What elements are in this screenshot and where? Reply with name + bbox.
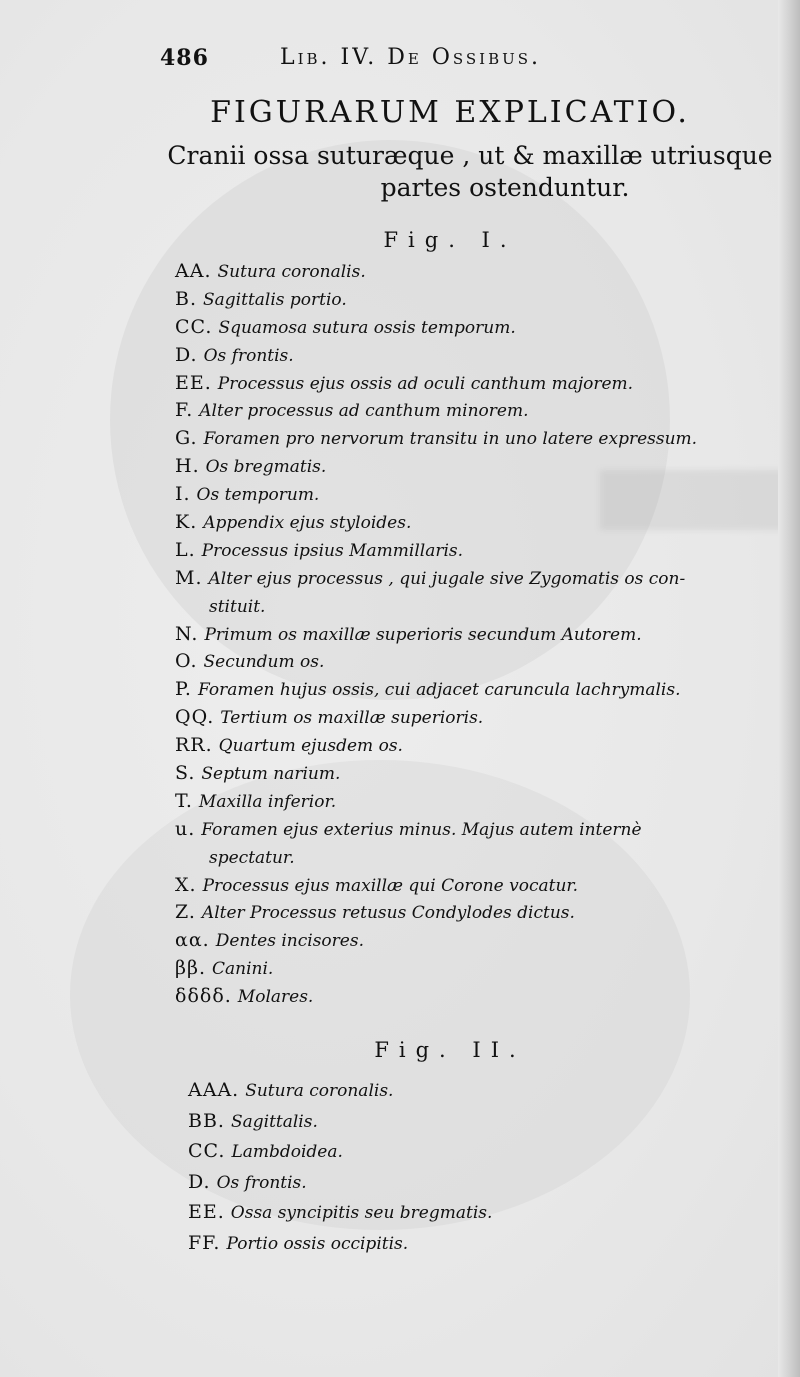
legend-text: Os temporum.	[196, 485, 320, 506]
page-title: FIGURARUM EXPLICATIO.	[210, 95, 690, 130]
legend-text: Canini.	[212, 959, 274, 980]
legend-item	[175, 983, 775, 1011]
legend-label: S.	[175, 762, 196, 785]
legend-text: Appendix ejus styloides.	[203, 513, 412, 534]
legend-item	[175, 258, 775, 286]
legend-label: Z.	[175, 901, 196, 924]
fig-2-heading: Fig. II.	[374, 1038, 526, 1062]
legend-text: Portio ossis occipitis.	[226, 1233, 409, 1254]
legend-label: u.	[175, 817, 196, 840]
legend-item	[175, 370, 775, 398]
legend-label: CC.	[175, 315, 213, 338]
legend-item	[175, 648, 775, 676]
legend-item	[175, 955, 775, 983]
fig-1-heading: Fig. I.	[383, 228, 517, 252]
page-subtitle	[150, 140, 790, 204]
legend-label: P.	[175, 678, 192, 701]
legend-text: Os bregmatis.	[205, 457, 327, 478]
subtitle-line: partes ostenduntur.	[380, 173, 630, 202]
legend-text: Processus ejus maxillæ qui Corone vocatur.	[202, 875, 579, 896]
legend-label: FF.	[188, 1231, 221, 1254]
legend-text: Dentes incisores.	[215, 931, 364, 952]
subtitle-line: Cranii ossa suturæque , ut & maxillæ utriusque	[167, 141, 773, 170]
legend-text: Foramen pro nervorum transitu in uno latere expressum.	[203, 429, 698, 450]
legend-item	[175, 397, 775, 425]
legend-item	[175, 732, 775, 760]
legend-label: CC.	[188, 1140, 226, 1162]
legend-label: N.	[175, 622, 199, 645]
legend-item	[175, 899, 775, 927]
legend-label: G.	[175, 427, 198, 450]
legend-item	[188, 1167, 788, 1198]
legend-text: Lambdoidea.	[231, 1142, 343, 1162]
fig-2-legend	[188, 1075, 788, 1258]
legend-item	[188, 1075, 788, 1106]
legend-text: Sagittalis.	[230, 1111, 318, 1132]
legend-item	[175, 286, 775, 314]
legend-text: Septum narium.	[201, 764, 341, 785]
legend-text: spectatur.	[209, 847, 295, 868]
legend-label: X.	[175, 873, 197, 896]
legend-label: M.	[175, 566, 203, 589]
legend-label: αα.	[175, 929, 210, 952]
page-number: 486	[160, 45, 209, 71]
legend-label: AAA.	[188, 1079, 240, 1101]
legend-label: EE.	[175, 371, 212, 394]
legend-label: I.	[175, 483, 191, 506]
legend-label: ββ.	[175, 957, 207, 980]
legend-label: D.	[175, 343, 198, 366]
legend-label: QQ.	[175, 706, 215, 729]
legend-text: Os frontis.	[203, 345, 294, 366]
legend-text: Foramen hujus ossis, cui adjacet caruncula lachrymalis.	[197, 680, 681, 701]
legend-label: T.	[175, 789, 193, 812]
legend-label: L.	[175, 538, 196, 561]
running-head	[160, 45, 630, 75]
legend-text: Alter Processus retusus Condylodes dictus.	[201, 903, 575, 924]
legend-item	[175, 509, 775, 537]
legend-item	[175, 565, 775, 593]
legend-item	[188, 1136, 788, 1167]
legend-text: Secundum os.	[203, 652, 325, 673]
legend-text: Alter processus ad canthum minorem.	[199, 401, 529, 422]
legend-item-continuation	[175, 844, 775, 872]
legend-label: EE.	[188, 1201, 225, 1223]
legend-item	[175, 314, 775, 342]
legend-item	[175, 760, 775, 788]
legend-item	[175, 537, 775, 565]
running-head-text: Lib. IV. De Ossibus.	[280, 45, 542, 70]
legend-item	[175, 704, 775, 732]
legend-text: Quartum ejusdem os.	[218, 736, 403, 757]
legend-item	[175, 927, 775, 955]
legend-text: Maxilla inferior.	[198, 791, 337, 812]
legend-item	[175, 425, 775, 453]
legend-label: δδδδ.	[175, 985, 232, 1008]
fig-1-legend	[175, 258, 775, 1011]
legend-item	[188, 1106, 788, 1137]
legend-text: Primum os maxillæ superioris secundum Autorem.	[204, 624, 642, 645]
legend-item	[175, 621, 775, 649]
legend-text: Molares.	[237, 987, 314, 1008]
legend-item	[175, 481, 775, 509]
legend-text: Alter ejus processus , qui jugale sive Zygomatis os con-	[208, 568, 686, 589]
legend-label: K.	[175, 511, 198, 534]
legend-label: D.	[188, 1170, 211, 1193]
legend-text: Processus ejus ossis ad oculi canthum majorem.	[217, 373, 634, 394]
legend-label: H.	[175, 455, 200, 478]
legend-item	[175, 453, 775, 481]
legend-item	[175, 676, 775, 704]
legend-item	[188, 1228, 788, 1259]
legend-label: F.	[175, 399, 194, 422]
legend-item-continuation	[175, 593, 775, 621]
legend-text: Os frontis.	[216, 1172, 307, 1193]
legend-item	[188, 1197, 788, 1228]
legend-text: Squamosa sutura ossis temporum.	[218, 317, 516, 338]
legend-text: Processus ipsius Mammillaris.	[201, 540, 464, 561]
legend-text: Sutura coronalis.	[217, 262, 366, 282]
legend-text: Foramen ejus exterius minus. Majus autem internè	[201, 819, 642, 840]
legend-text: Sagittalis portio.	[203, 289, 347, 310]
legend-text: stituit.	[209, 596, 266, 617]
legend-label: AA.	[175, 260, 212, 282]
legend-item	[175, 788, 775, 816]
legend-text: Sutura coronalis.	[245, 1081, 394, 1101]
legend-label: O.	[175, 650, 198, 673]
legend-label: B.	[175, 287, 198, 310]
legend-label: BB.	[188, 1109, 225, 1132]
legend-text: Tertium os maxillæ superioris.	[220, 708, 484, 729]
legend-item	[175, 816, 775, 844]
legend-text: Ossa syncipitis seu bregmatis.	[230, 1203, 493, 1223]
legend-item	[175, 872, 775, 900]
legend-label: RR.	[175, 734, 213, 757]
legend-item	[175, 342, 775, 370]
